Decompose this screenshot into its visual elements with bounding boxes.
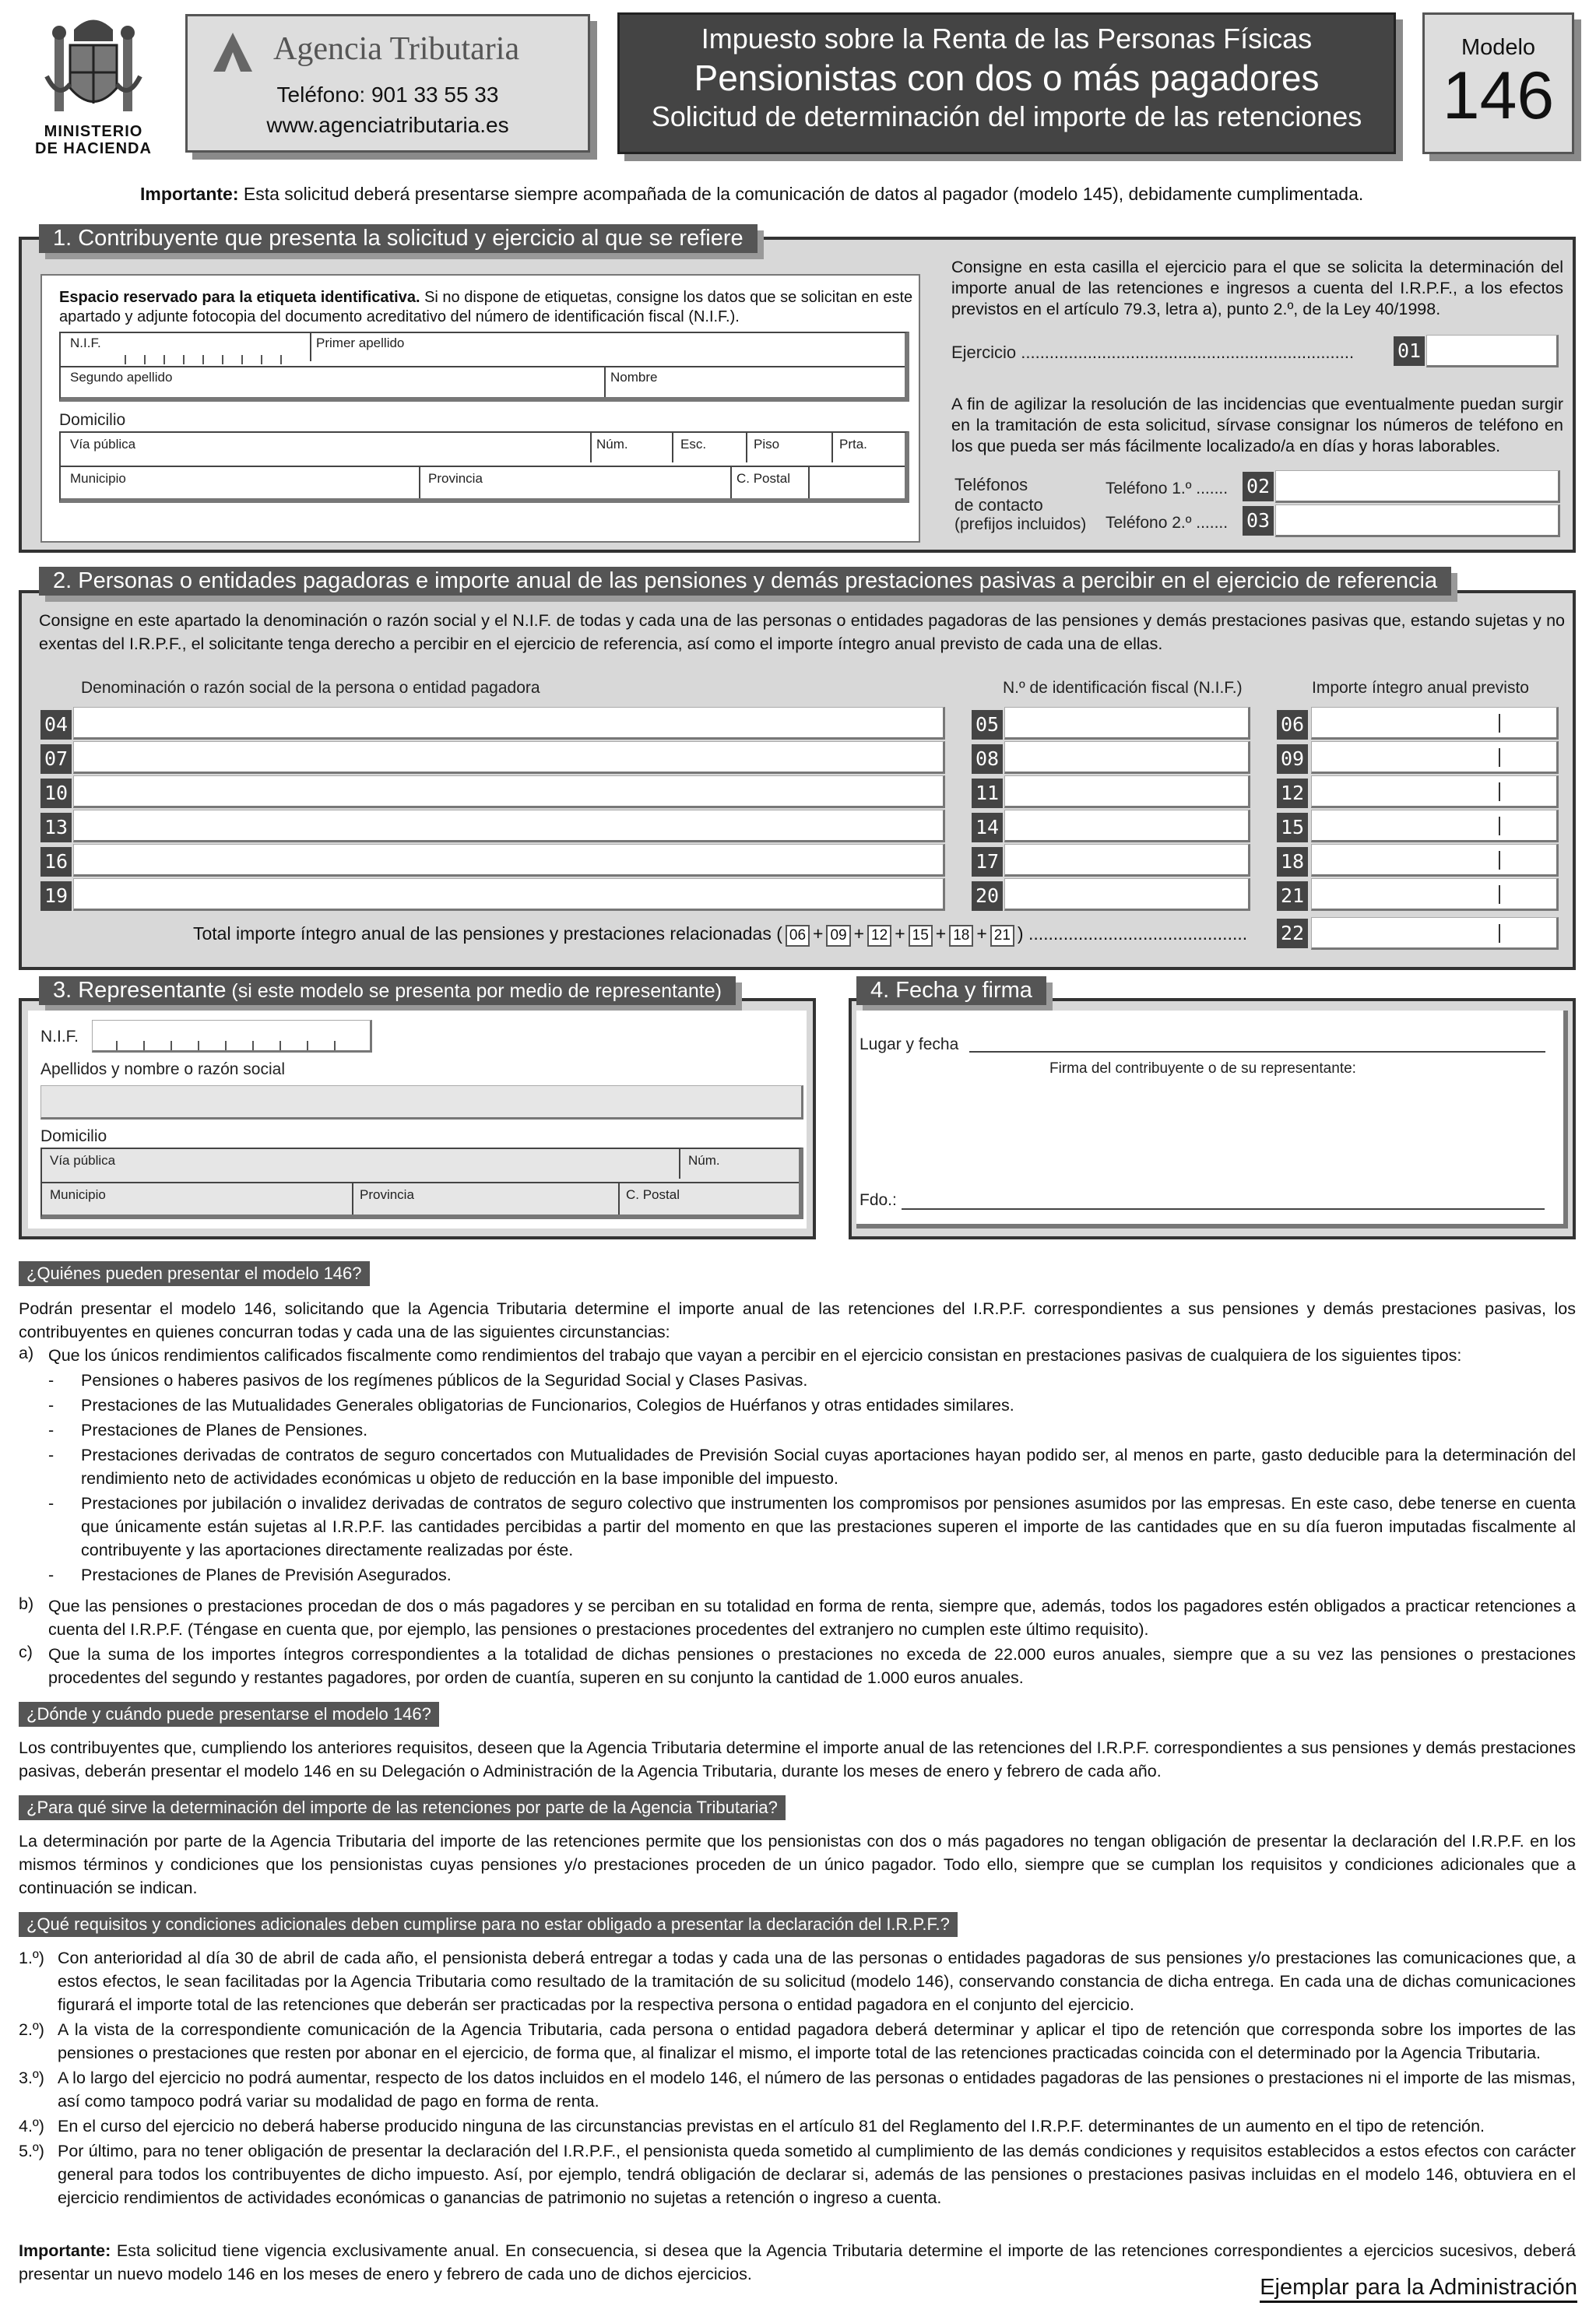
total-end: ) ............................................ [1017,923,1248,944]
box-04: 04 [40,710,72,740]
prta-label: Prta. [839,437,867,452]
q1-a-item-text: Pensiones o haberes pasivos de los regímenes públicos de la Seguridad Social y Clases Pasivas. [81,1371,808,1390]
rep-nif-label: N.I.F. [40,1028,79,1046]
q1-c-marker: c) [19,1643,33,1661]
q4-item-number: 2.º) [19,2020,44,2039]
agency-website: www.agenciatributaria.es [266,113,509,137]
copy-label: Ejemplar para la Administración [1260,2275,1577,2303]
q1-c: Que la suma de los importes íntegros correspondientes a la totalidad de dichas pensiones o prestaciones no exceda de 22.000 euros anuales, siempre que a su vez las pensiones o prestaciones procedentes del segundo y restantes pagadores, por orden de cuantía, superen en su conjunto la cantidad de 1.000 euros anuales. [48,1645,1576,1687]
place-date-label: Lugar y fecha [860,1035,959,1053]
q4-item [19,2114,1576,2138]
box-01: 01 [1394,336,1425,366]
label-space-bold: Espacio reservado para la etiqueta identificativa. [59,289,420,306]
q4-item [19,1946,1576,2016]
payer-nif-input[interactable] [1004,741,1250,774]
payer-nif-input[interactable] [1004,810,1250,842]
title-line3: Solicitud de determinación del importe de las retenciones [651,100,1362,132]
payer-amount-input[interactable] [1311,878,1559,911]
box-11: 11 [972,779,1003,808]
question3-heading: ¿Para qué sirve la determinación del importe de las retenciones por parte de la Agencia Tributaria? [19,1795,786,1820]
name-label: Nombre [610,370,658,385]
phones-label-3: (prefijos incluidos) [954,515,1087,533]
signature-label: Firma del contribuyente o de su representante: [1049,1060,1356,1077]
q3-text: La determinación por parte de la Agencia Tributaria del importe de las retenciones permite que los pensionistas con dos o más pagadores no tengan obligación de presentar la declaración del I.R.P.F. en los mismos términos y condiciones que los pensionistas cuyas pensiones y/o prestaciones proceden de un único pagador. Todo ello, siempre que se cumplan los requisitos y condiciones adicionales que a continuación se indican. [19,1832,1576,1897]
coat-of-arms-icon [35,6,152,123]
payer-amount-input[interactable] [1311,810,1559,842]
box-07: 07 [40,744,72,774]
box-14: 14 [972,813,1003,842]
section3-title [39,976,736,1005]
box-15: 15 [1277,813,1308,842]
q1-a-item-text: Prestaciones de las Mutualidades Generales obligatorias de Funcionarios, Colegios de Huérfanos y otras entidades similares. [81,1396,1014,1415]
col-amount-header: Importe íntegro anual previsto [1312,679,1529,697]
payer-amount-input[interactable] [1311,741,1559,774]
nif-input[interactable] [117,343,304,364]
q1-b: Que las pensiones o prestaciones procedan de dos o más pagadores y se perciban en su totalidad en forma de renta, siempre que, además, todos los pagadores estén obligados a practicar retenciones a cuenta del I.R.P.F. (Téngase en cuenta que, por ejemplo, las pensiones o prestaciones procedentes del extranjero no cumplen este último requisito). [48,1597,1576,1639]
phones-text: A fin de agilizar la resolución de las incidencias que eventualmente puedan surgir en la tramitación de esta solicitud, sírvase consignar los números de teléfono en los que pueda ser más fácilmente localizado/a en días y horas laborables. [951,395,1563,455]
label-space-text [59,288,916,327]
q1-a-item-text: Prestaciones de Planes de Previsión Asegurados. [81,1566,452,1584]
box-13: 13 [40,813,72,842]
q4-item-text: A lo largo del ejercicio no podrá aumentar, respecto de los datos incluidos en el modelo 146, el número de las personas o entidades pagadoras de las pensiones o prestaciones ni el importe de las mismas, así como tampoco podrá variar su modalidad de pago en forma de renta. [58,2069,1576,2111]
postal-code-label: C. Postal [736,471,790,486]
q1-a-item: - Prestaciones derivadas de contratos de seguro concertados con Mutualidades de Previsión Social cuyas aportaciones hayan podido ser, al menos en parte, gasto deducible para la determinación del rendimiento neto de actividades económicas u objeto de reducción en la base imponible del impuesto. [48,1446,1576,1488]
fdo-input[interactable] [902,1208,1545,1210]
box-20: 20 [972,881,1003,911]
street-label: Vía pública [70,437,136,452]
ministry-logo [23,6,163,158]
fiscal-year-text: Consigne en esta casilla el ejercicio para el que se solicita la determinación del importe anual de las retenciones e ingresos a cuenta del I.R.P.F., a los efectos previstos en el artículo 79.3, letra a), punto 2.º, de la Ley 40/1998. [951,258,1563,318]
section2-intro: Consigne en este apartado la denominación o razón social y el N.I.F. de todas y cada una de las personas o entidades pagadoras de las pensiones y demás prestaciones pasivas que, estando sujetas y no exentas del I.R.P.F., el solicitante tenga derecho a percibir en el ejercicio de referencia, así como el importe íntegro anual previsto de cada una de ellas. [39,611,1565,653]
section4-title: 4. Fecha y firma [856,976,1046,1005]
q1-a-item: - Prestaciones de Planes de Pensiones. [48,1421,368,1439]
total-box-21: 21 [990,925,1014,947]
q4-item [19,2139,1576,2209]
q4-item-number: 1.º) [19,1949,44,1967]
payer-nif-input[interactable] [1004,878,1250,911]
phone1-label: Teléfono 1.º ....... [1106,480,1229,497]
payer-name-input[interactable] [73,844,945,877]
total-label: Total importe íntegro anual de las pensiones y prestaciones relacionadas ( [193,923,782,944]
rep-nif-input[interactable] [92,1020,372,1053]
q1-intro: Podrán presentar el modelo 146, solicitando que la Agencia Tributaria determine el importe anual de las retenciones del I.R.P.F. correspondientes a sus pensiones y demás prestaciones pasivas, los contribuyentes en quienes concurran todas y cada una de las siguientes circunstancias: [19,1299,1576,1341]
total-amount-input[interactable] [1311,917,1559,950]
rep-postal-label: C. Postal [626,1187,680,1202]
nif-label: N.I.F. [70,336,101,350]
phones-label-2: de contacto [954,495,1043,515]
phone1-input[interactable] [1275,470,1560,503]
rep-name-label: Apellidos y nombre o razón social [40,1060,285,1078]
final-bold: Importante: [19,2241,111,2260]
important-text: Esta solicitud deberá presentarse siempre acompañada de la comunicación de datos al pagador (modelo 145), debidamente cumplimentada. [238,184,1364,204]
payer-amount-input[interactable] [1311,844,1559,877]
q4-item-text: En el curso del ejercicio no deberá haberse producido ninguna de las circunstancias previstas en el artículo 81 del Reglamento del I.R.P.F. determinantes de un aumento en el tipo de retención. [58,2117,1485,2135]
q1-a-item: - Prestaciones por jubilación o invalidez derivadas de contratos de seguro colectivo que instrumenten los compromisos por pensiones asumidos por las empresas. En este caso, debe tenerse en cuenta que únicamente están sujetas al I.R.P.F. las cantidades percibidas a partir del momento en que las prestaciones superen el importe de las cantidades que en su día fueron imputadas fiscalmente al contribuyente y las aportaciones directamente realizadas por éste. [48,1494,1576,1559]
box-16: 16 [40,847,72,877]
section2-title: 2. Personas o entidades pagadoras e importe anual de las pensiones y demás prestaciones pasivas a percibir en el ejercicio de referencia [39,567,1451,596]
section1-title: 1. Contribuyente que presenta la solicitud y ejercicio al que se refiere [39,224,758,253]
rep-province-label: Provincia [360,1187,414,1202]
payer-name-input[interactable] [73,741,945,774]
model-box [1422,12,1574,154]
agency-phone: Teléfono: 901 33 55 33 [276,83,499,107]
rep-domicile-label: Domicilio [40,1127,107,1145]
total-boxes: 06 + 09 + 12 + 15 + 18 + 21 [782,923,1018,944]
q4-item-text: A la vista de la correspondiente comunicación de la Agencia Tributaria, cada persona o entidad pagadora deberá determinar y aplicar el tipo de retención que corresponda sobre los importes de las pensiones o prestaciones que resten por abonar en el ejercicio, de forma que, al finalizar el mismo, el importe total de las retenciones practicadas coincida con el determinado por la Agencia Tributaria. [58,2020,1576,2062]
rep-num-label: Núm. [688,1153,720,1168]
payer-name-input[interactable] [73,707,945,740]
q4-item-number: 4.º) [19,2117,44,2135]
q1-b-marker: b) [19,1594,34,1613]
col-nif-header: N.º de identificación fiscal (N.I.F.) [1003,679,1243,697]
box-03: 03 [1243,506,1274,536]
q4-item-number: 5.º) [19,2142,44,2160]
q4-items [19,1946,1576,2211]
agency-name: Agencia Tributaria [273,31,520,67]
label-space-desc: Si no dispone de etiquetas, consigne los datos que se solicitan en este apartado y adjunte fotocopia del documento acreditativo del número de identificación fiscal (N.I.F.). [59,289,913,325]
q1-a-item-text: Prestaciones derivadas de contratos de seguro concertados con Mutualidades de Previsión Social cuyas aportaciones hayan podido ser, al menos en parte, gasto deducible para la determinación del rendimiento neto de actividades económicas u objeto de reducción en la base imponible del impuesto. [81,1446,1576,1488]
box-05: 05 [972,710,1003,740]
total-box-09: 09 [826,925,850,947]
agency-logo-icon [209,29,256,76]
q1-a: Que los únicos rendimientos calificados fiscalmente como rendimientos del trabajo que vayan a percibir en el ejercicio consistan en prestaciones pasivas de cualquiera de los siguientes tipos: [48,1346,1462,1365]
question4-heading: ¿Qué requisitos y condiciones adicionales deben cumplirse para no estar obligado a presentar la declaración del I.R.P.F.? [19,1912,958,1937]
payer-nif-input[interactable] [1004,707,1250,740]
municipality-label: Municipio [70,471,126,486]
box-18: 18 [1277,847,1308,877]
phone2-label: Teléfono 2.º ....... [1106,514,1229,532]
col-name-header: Denominación o razón social de la persona o entidad pagadora [81,679,540,697]
title-line2: Pensionistas con dos o más pagadores [694,58,1320,98]
title-line1: Impuesto sobre la Renta de las Personas Físicas [701,23,1313,54]
q2-text: Los contribuyentes que, cumpliendo los anteriores requisitos, deseen que la Agencia Tributaria determine el importe anual de las retenciones del I.R.P.F. correspondientes a sus pensiones y demás prestaciones pasivas, deberán presentar el modelo 146 en su Delegación o Administración de la Agencia Tributaria, durante los meses de enero y febrero de cada año. [19,1738,1576,1780]
section4-inner [856,1011,1568,1229]
total-box-06: 06 [786,925,810,947]
agency-box [185,14,590,153]
box-02: 02 [1243,472,1274,501]
q4-item [19,2018,1576,2065]
section3-title-main: 3. Representante [53,978,227,1003]
fiscal-year-label: Ejercicio ...................................................................... [951,343,1355,362]
box-06: 06 [1277,710,1308,740]
q1-a-item-text: Prestaciones por jubilación o invalidez derivadas de contratos de seguro colectivo que instrumenten los compromisos por pensiones asumidos por las empresas. En este caso, debe tenerse en cuenta que únicamente están sujetas al I.R.P.F. las cantidades percibidas a partir del momento en que las prestaciones superen el importe de las cantidades que en su día fueron imputadas fiscalmente al contribuyente y las aportaciones directamente realizadas por éste. [81,1494,1576,1559]
rep-name-input[interactable] [40,1085,803,1120]
ministry-name: MINISTERIO DE HACIENDA [35,123,152,157]
q1-a-item: - Prestaciones de las Mutualidades Generales obligatorias de Funcionarios, Colegios de Huérfanos y otras entidades similares. [48,1396,1014,1415]
model-label: Modelo [1461,35,1536,60]
final-text: Esta solicitud tiene vigencia exclusivamente anual. En consecuencia, si desea que la Agencia Tributaria determine el importe de las retenciones correspondientes a ejercicios sucesivos, deberá presentar un nuevo modelo 146 en los meses de enero y febrero de cada uno de dichos ejercicios. [19,2241,1576,2283]
q4-item-text: Por último, para no tener obligación de presentar la declaración del I.R.P.F., el pensionista queda sometido al cumplimiento de las demás condiciones y requisitos establecidos a estos efectos con carácter general para todos los contribuyentes de dicho impuesto. Así, por ejemplo, tendrá obligación de declarar si, además de las pensiones o prestaciones pasivas incluidas en el modelo 146, obtuviera en el ejercicio rendimientos de actividades económicas o ganancias de patrimonio no sujetas a retención o ingreso a cuenta. [58,2142,1576,2207]
question1-heading: ¿Quiénes pueden presentar el modelo 146? [19,1261,370,1286]
title-box [617,12,1396,154]
box-21: 21 [1277,881,1308,911]
q1-items [48,1369,1576,1588]
payer-amount-input[interactable] [1311,775,1559,808]
province-label: Provincia [428,471,483,486]
payer-name-input[interactable] [73,810,945,842]
second-surname-label: Segundo apellido [70,370,173,385]
total-box-18: 18 [949,925,973,947]
payer-name-input[interactable] [73,878,945,911]
box-08: 08 [972,744,1003,774]
fiscal-year-input[interactable] [1426,335,1559,367]
num-label: Núm. [596,437,628,452]
q4-item [19,2066,1576,2113]
q4-item-text: Con anterioridad al día 30 de abril de cada año, el pensionista deberá entregar a todas y cada una de las personas o entidades pagadoras de sus pensiones y/o prestaciones las comunicaciones que, a estos efectos, le sean facilitadas por la Agencia Tributaria como resultado de la tramitación de su solicitud (modelo 146), conservando constancia de dicha entrega. En cada una de dichas comunicaciones figurará el importe total de las retenciones que deberán ser practicadas por la respectiva persona o entidad pagadora en el conjunto del ejercicio. [58,1949,1576,2014]
place-date-input[interactable] [969,1051,1545,1053]
esc-label: Esc. [680,437,707,452]
box-19: 19 [40,881,72,911]
q1-a-item: - Pensiones o haberes pasivos de los regímenes públicos de la Seguridad Social y Clases Pasivas. [48,1371,808,1390]
box-10: 10 [40,779,72,808]
domicile-label: Domicilio [59,411,126,429]
total-box-15: 15 [909,925,933,947]
section3-title-small: (si este modelo se presenta por medio de representante) [226,980,722,1002]
q1-a-marker: a) [19,1344,34,1362]
important-note [140,184,1363,205]
total-box-12: 12 [867,925,891,947]
fdo-label: Fdo.: [860,1191,897,1209]
phone2-input[interactable] [1275,504,1560,537]
question2-heading: ¿Dónde y cuándo puede presentarse el modelo 146? [19,1702,439,1727]
q1-a-item: - Prestaciones de Planes de Previsión Asegurados. [48,1566,452,1584]
payer-nif-input[interactable] [1004,775,1250,808]
box-09: 09 [1277,744,1308,774]
box-17: 17 [972,847,1003,877]
box-12: 12 [1277,779,1308,808]
rep-municipality-label: Municipio [50,1187,106,1202]
model-number: 146 [1442,58,1555,133]
phones-label-1: Teléfonos [954,475,1028,494]
payer-amount-input[interactable] [1311,707,1559,740]
piso-label: Piso [754,437,780,452]
important-bold: Importante: [140,184,239,204]
box-22: 22 [1277,919,1308,948]
payer-name-input[interactable] [73,775,945,808]
q4-item-number: 3.º) [19,2069,44,2087]
rep-street-label: Vía pública [50,1153,116,1168]
q1-a-item-text: Prestaciones de Planes de Pensiones. [81,1421,368,1439]
payer-nif-input[interactable] [1004,844,1250,877]
total-line [193,923,1247,947]
first-surname-label: Primer apellido [316,336,405,350]
